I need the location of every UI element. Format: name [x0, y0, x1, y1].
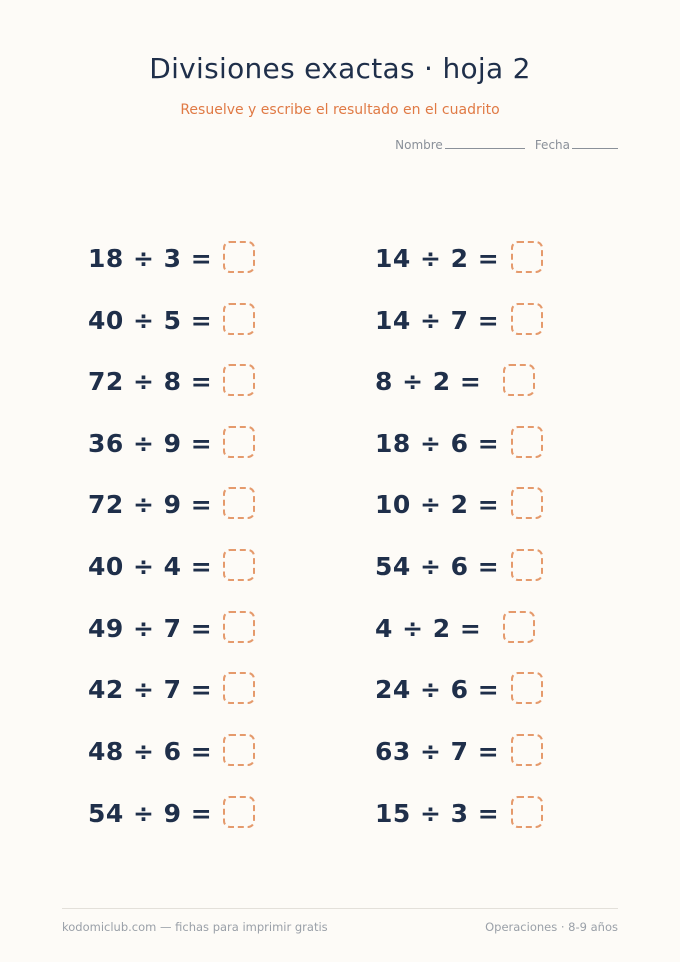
- problem-expression: 4 ÷ 2 =: [375, 613, 482, 643]
- problem-expression: 24 ÷ 6 =: [375, 674, 500, 704]
- answer-box[interactable]: [223, 241, 255, 273]
- problem-expression: 42 ÷ 7 =: [88, 674, 213, 704]
- answer-box[interactable]: [511, 672, 543, 704]
- answer-box[interactable]: [223, 303, 255, 335]
- answer-box[interactable]: [223, 426, 255, 458]
- answer-box[interactable]: [511, 549, 543, 581]
- problem-item: [375, 486, 499, 522]
- problem-expression: 18 ÷ 3 =: [88, 243, 213, 273]
- answer-box[interactable]: [223, 611, 255, 643]
- footer-category-text: Operaciones · 8-9 años: [485, 920, 618, 934]
- problem-expression: 40 ÷ 4 =: [88, 551, 213, 581]
- problem-item: [88, 363, 212, 399]
- problem-item: [88, 610, 212, 646]
- answer-box[interactable]: [511, 241, 543, 273]
- answer-box[interactable]: [511, 796, 543, 828]
- answer-box[interactable]: [503, 364, 535, 396]
- problem-expression: 54 ÷ 9 =: [88, 798, 213, 828]
- page-title: Divisiones exactas · hoja 2: [149, 52, 531, 85]
- answer-box[interactable]: [223, 487, 255, 519]
- answer-box[interactable]: [223, 796, 255, 828]
- problem-expression: 72 ÷ 8 =: [88, 366, 213, 396]
- answer-box[interactable]: [511, 426, 543, 458]
- answer-box[interactable]: [223, 672, 255, 704]
- problem-expression: 48 ÷ 6 =: [88, 736, 213, 766]
- problem-item: [88, 486, 212, 522]
- problem-item: [375, 240, 499, 276]
- page-subtitle: Resuelve y escribe el resultado en el cuadrito: [180, 102, 500, 118]
- problem-expression: 72 ÷ 9 =: [88, 489, 213, 519]
- answer-box[interactable]: [503, 611, 535, 643]
- problem-item: [375, 795, 499, 831]
- footer-site-text: kodomiclub.com — fichas para imprimir gratis: [62, 920, 328, 934]
- problem-expression: 40 ÷ 5 =: [88, 305, 213, 335]
- problem-expression: 49 ÷ 7 =: [88, 613, 213, 643]
- problem-expression: 18 ÷ 6 =: [375, 428, 500, 458]
- date-label: Fecha: [534, 138, 570, 152]
- name-label: Nombre: [395, 138, 443, 152]
- problem-item: [375, 610, 481, 646]
- problem-expression: 15 ÷ 3 =: [375, 798, 500, 828]
- problem-item: [88, 425, 212, 461]
- problem-item: [375, 548, 499, 584]
- problem-expression: 54 ÷ 6 =: [375, 551, 500, 581]
- footer-divider: [62, 908, 618, 909]
- problem-expression: 14 ÷ 7 =: [375, 305, 500, 335]
- problem-item: [88, 733, 212, 769]
- answer-box[interactable]: [223, 734, 255, 766]
- problem-item: [375, 363, 481, 399]
- problem-item: [375, 733, 499, 769]
- answer-box[interactable]: [511, 303, 543, 335]
- problem-expression: 8 ÷ 2 =: [375, 366, 482, 396]
- problem-item: [375, 671, 499, 707]
- answer-box[interactable]: [511, 734, 543, 766]
- problem-expression: 14 ÷ 2 =: [375, 243, 500, 273]
- problem-item: [88, 240, 212, 276]
- problem-item: [88, 548, 212, 584]
- problem-item: [375, 425, 499, 461]
- answer-box[interactable]: [223, 364, 255, 396]
- problem-item: [88, 302, 212, 338]
- answer-box[interactable]: [223, 549, 255, 581]
- problem-expression: 36 ÷ 9 =: [88, 428, 213, 458]
- problem-item: [375, 302, 499, 338]
- problem-expression: 10 ÷ 2 =: [375, 489, 500, 519]
- problem-item: [88, 671, 212, 707]
- problem-item: [88, 795, 212, 831]
- problem-expression: 63 ÷ 7 =: [375, 736, 500, 766]
- answer-box[interactable]: [511, 487, 543, 519]
